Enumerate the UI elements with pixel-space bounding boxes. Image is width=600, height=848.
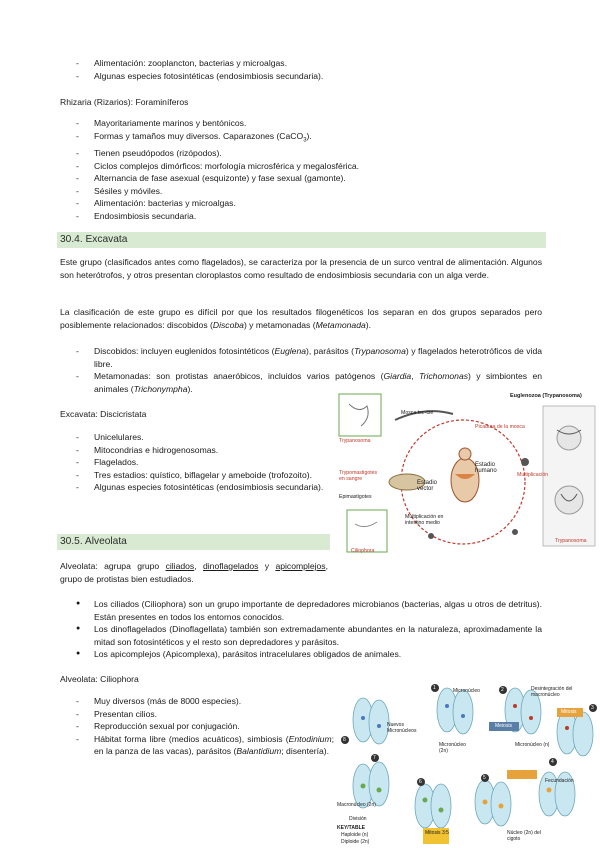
list-item: - Mitocondrias e hidrogenosomas. <box>76 444 330 457</box>
list-item: - Alternancia de fase asexual (esquizonte) y fase sexual (gamonte). <box>76 172 436 185</box>
text: Hábitat forma libre (medios acuáticos), simbiosis ( <box>94 733 289 744</box>
trypanosoma-lifecycle-figure <box>335 390 597 558</box>
legend-haploid: Haploide (n) <box>341 832 369 838</box>
label-mitosis-2: Mitosis 3:5 <box>425 830 449 836</box>
list-item: - Algunas especies fotosintéticas (endosimbiosis secundaria). <box>76 481 330 494</box>
text: La clasificación de este grupo es difícil por que los resultados filogenéticos los separan en dos grupos separados pero posiblemente relacionados: discobidos ( <box>60 307 542 330</box>
list-item: - Tienen pseudópodos (rizópodos). <box>76 147 436 160</box>
text-italic: Euglena <box>274 346 307 356</box>
step-number: 1 <box>433 685 436 691</box>
conjugation-diagram <box>335 682 597 848</box>
label-micronucleo: Micronúcleo <box>453 688 480 694</box>
legend-diploid: Diploide (2n) <box>341 839 370 845</box>
text: , <box>194 561 203 571</box>
text: Metamonadas: son protistas anaeróbicos, incluidos varios patógenos ( <box>94 371 384 382</box>
text-italic: Trichomonas <box>418 371 469 382</box>
list-item: - Ciclos complejos dimórficos: morfología microsférica y megalosférica. <box>76 160 436 173</box>
list-item: ● Los dinoflagelados (Dinoflagellata) también son extremadamente abundantes en la naturaleza, aproximadamente la mitad son fotosintéticos y el resto son depredadores y parásitos. <box>76 623 542 648</box>
list-item-habitat <box>76 733 334 758</box>
list-item: - Tres estadios: quístico, biflagelar y ameboide (trofozoito). <box>76 469 330 482</box>
section-heading-excavata: 30.4. Excavata <box>57 232 546 248</box>
text-italic: Balantidium <box>236 746 282 757</box>
label-ciliophora: Ciliophora <box>351 548 375 554</box>
list-item: - Endosimbiosis secundaria. <box>76 210 436 223</box>
step-number: 3 <box>591 705 594 711</box>
text-underline: apicomplejos <box>275 561 326 571</box>
label-trypanosoma: Trypanosoma <box>339 438 371 444</box>
list-item-close: ). <box>306 130 312 141</box>
label-division: División <box>349 816 367 822</box>
text-italic: Giardia <box>383 371 412 382</box>
text: , <box>411 371 419 382</box>
list-item: - Presentan cilios. <box>76 708 334 721</box>
label-nuevos: Nuevos Micronúcleos <box>387 722 417 734</box>
discicristata-title: Excavata: Discicristata <box>60 409 147 419</box>
text-underline: ciliados <box>165 561 195 571</box>
rhizaria-title: Rhizaria (Rizarios): Foraminíferos <box>60 97 189 107</box>
text: ). <box>187 383 193 394</box>
text: ) y flagelados heterotróficos de vida libre. <box>94 346 543 369</box>
list-item: - Muy diversos (más de 8000 especies). <box>76 695 334 708</box>
top-list <box>76 57 406 82</box>
list-item <box>76 130 436 147</box>
text: ) y simbiontes en animales ( <box>94 371 542 394</box>
label-trypanosoma-2: Trypanosoma <box>555 538 587 544</box>
label-step-4: Epimastigotes <box>339 494 372 500</box>
text-italic: Entodinium <box>288 733 332 744</box>
text: ) y metamonadas ( <box>243 319 316 330</box>
alveolata-dots <box>76 598 542 661</box>
text-italic: Discoba <box>212 319 244 330</box>
step-number: 2 <box>501 687 504 693</box>
step-number: 6 <box>419 779 422 785</box>
list-item: - Alimentación: zooplancton, bacterias y microalgas. <box>76 57 406 70</box>
list-item-text: Formas y tamaños muy diversos. Caparazones (CaCO <box>94 130 304 141</box>
list-item: - Reproducción sexual por conjugación. <box>76 720 334 733</box>
text: ; en la panza de las vacas), parásitos ( <box>94 733 334 757</box>
list-item: - Flagelados. <box>76 456 330 469</box>
discicristata-list <box>76 431 330 494</box>
excavata-paragraph-2 <box>60 306 542 331</box>
text: ). <box>365 319 372 330</box>
step-number: 7 <box>373 755 376 761</box>
label-step-1: Picadura de la mosca <box>475 424 525 430</box>
text: Alveolata: agrupa grupo <box>60 561 166 571</box>
ciliophora-title: Alveolata: Ciliophora <box>60 674 139 684</box>
ciliophora-conjugation-figure <box>335 682 597 848</box>
text: ; disentería). <box>281 746 330 757</box>
list-item: - Unicelulares. <box>76 431 330 444</box>
label-vector-stage: Estadio vector <box>417 480 438 492</box>
text: y <box>258 561 276 571</box>
text: , grupo de protistas bien estudiados. <box>60 561 328 584</box>
label-human-stage: Estadio humano <box>475 462 497 474</box>
excavata-paragraph-1: Este grupo (clasificados antes como flagelados), se caracteriza por la presencia de un surco ventral de alimentación. Algunos son heterótrofos, y otros presentan cloroplastos como resultado de endosimbiosis secundaria con un alga verde. <box>60 257 542 280</box>
label-step-3: Multiplicación <box>517 472 549 478</box>
list-item: ● Los ciliados (Ciliophora) son un grupo importante de depredadores microbianos (bacterias, algas u otros de detritus). Están presentes en todos los entornos conocidos. <box>76 598 542 623</box>
text-underline: dinoflagelados <box>202 561 259 571</box>
step-number: 5 <box>483 775 486 781</box>
alveolata-intro <box>60 560 328 585</box>
list-item: - Mayoritariamente marinos y bentónicos. <box>76 117 436 130</box>
text-italic: Trichonympha <box>133 383 188 394</box>
list-item: ● Los apicomplejos (Apicomplexa), parásitos intracelulares obligados de animales. <box>76 648 542 661</box>
label-mitosis: Mitosis <box>561 709 577 715</box>
label-micro-2n: Micronúcleo (2n) <box>439 742 466 754</box>
subscript: 3 <box>303 137 307 144</box>
label-step-7: Multiplicación en intestino medio <box>405 514 444 526</box>
excavata-bullets <box>76 345 542 395</box>
label-micro-n: Micronúcleo (n) <box>515 742 550 748</box>
label-desintegracion: Desintegración del macronúcleo <box>531 686 573 698</box>
list-item: - Algunas especies fotosintéticas (endosimbiosis secundaria). <box>76 70 406 83</box>
text-italic: Trypanosoma <box>353 346 406 356</box>
rhizaria-list <box>76 117 436 222</box>
text: ), parásitos ( <box>306 346 354 356</box>
step-number: 4 <box>551 759 554 765</box>
legend-title: KEY/TABLE <box>337 825 365 831</box>
step-number: 8 <box>343 737 346 743</box>
text-italic: Metamonada <box>315 319 366 330</box>
section-heading-alveolata: 30.5. Alveolata <box>57 534 330 550</box>
label-tsetse: Mosca tse-tse <box>401 410 434 416</box>
label-step-2: Trypomastigotes en sangre <box>339 470 378 482</box>
label-macronucleo: Macronúcleo (2n) <box>337 802 376 808</box>
list-item-discobidos <box>76 345 542 370</box>
list-item: - Alimentación: bacterias y microalgas. <box>76 197 436 210</box>
list-item: - Sésiles y móviles. <box>76 185 436 198</box>
ciliophora-list <box>76 695 334 758</box>
label-fecundacion: Fecundación <box>545 778 574 784</box>
label-nucleo-cigoto: Núcleo (2n) del cigoto <box>507 830 541 842</box>
text: Discobidos: incluyen euglenidos fotosintéticos ( <box>94 346 275 356</box>
figure-title: Euglenozoa (Trypanosoma) <box>510 393 582 399</box>
label-meiosis: Meiosis <box>495 723 512 729</box>
